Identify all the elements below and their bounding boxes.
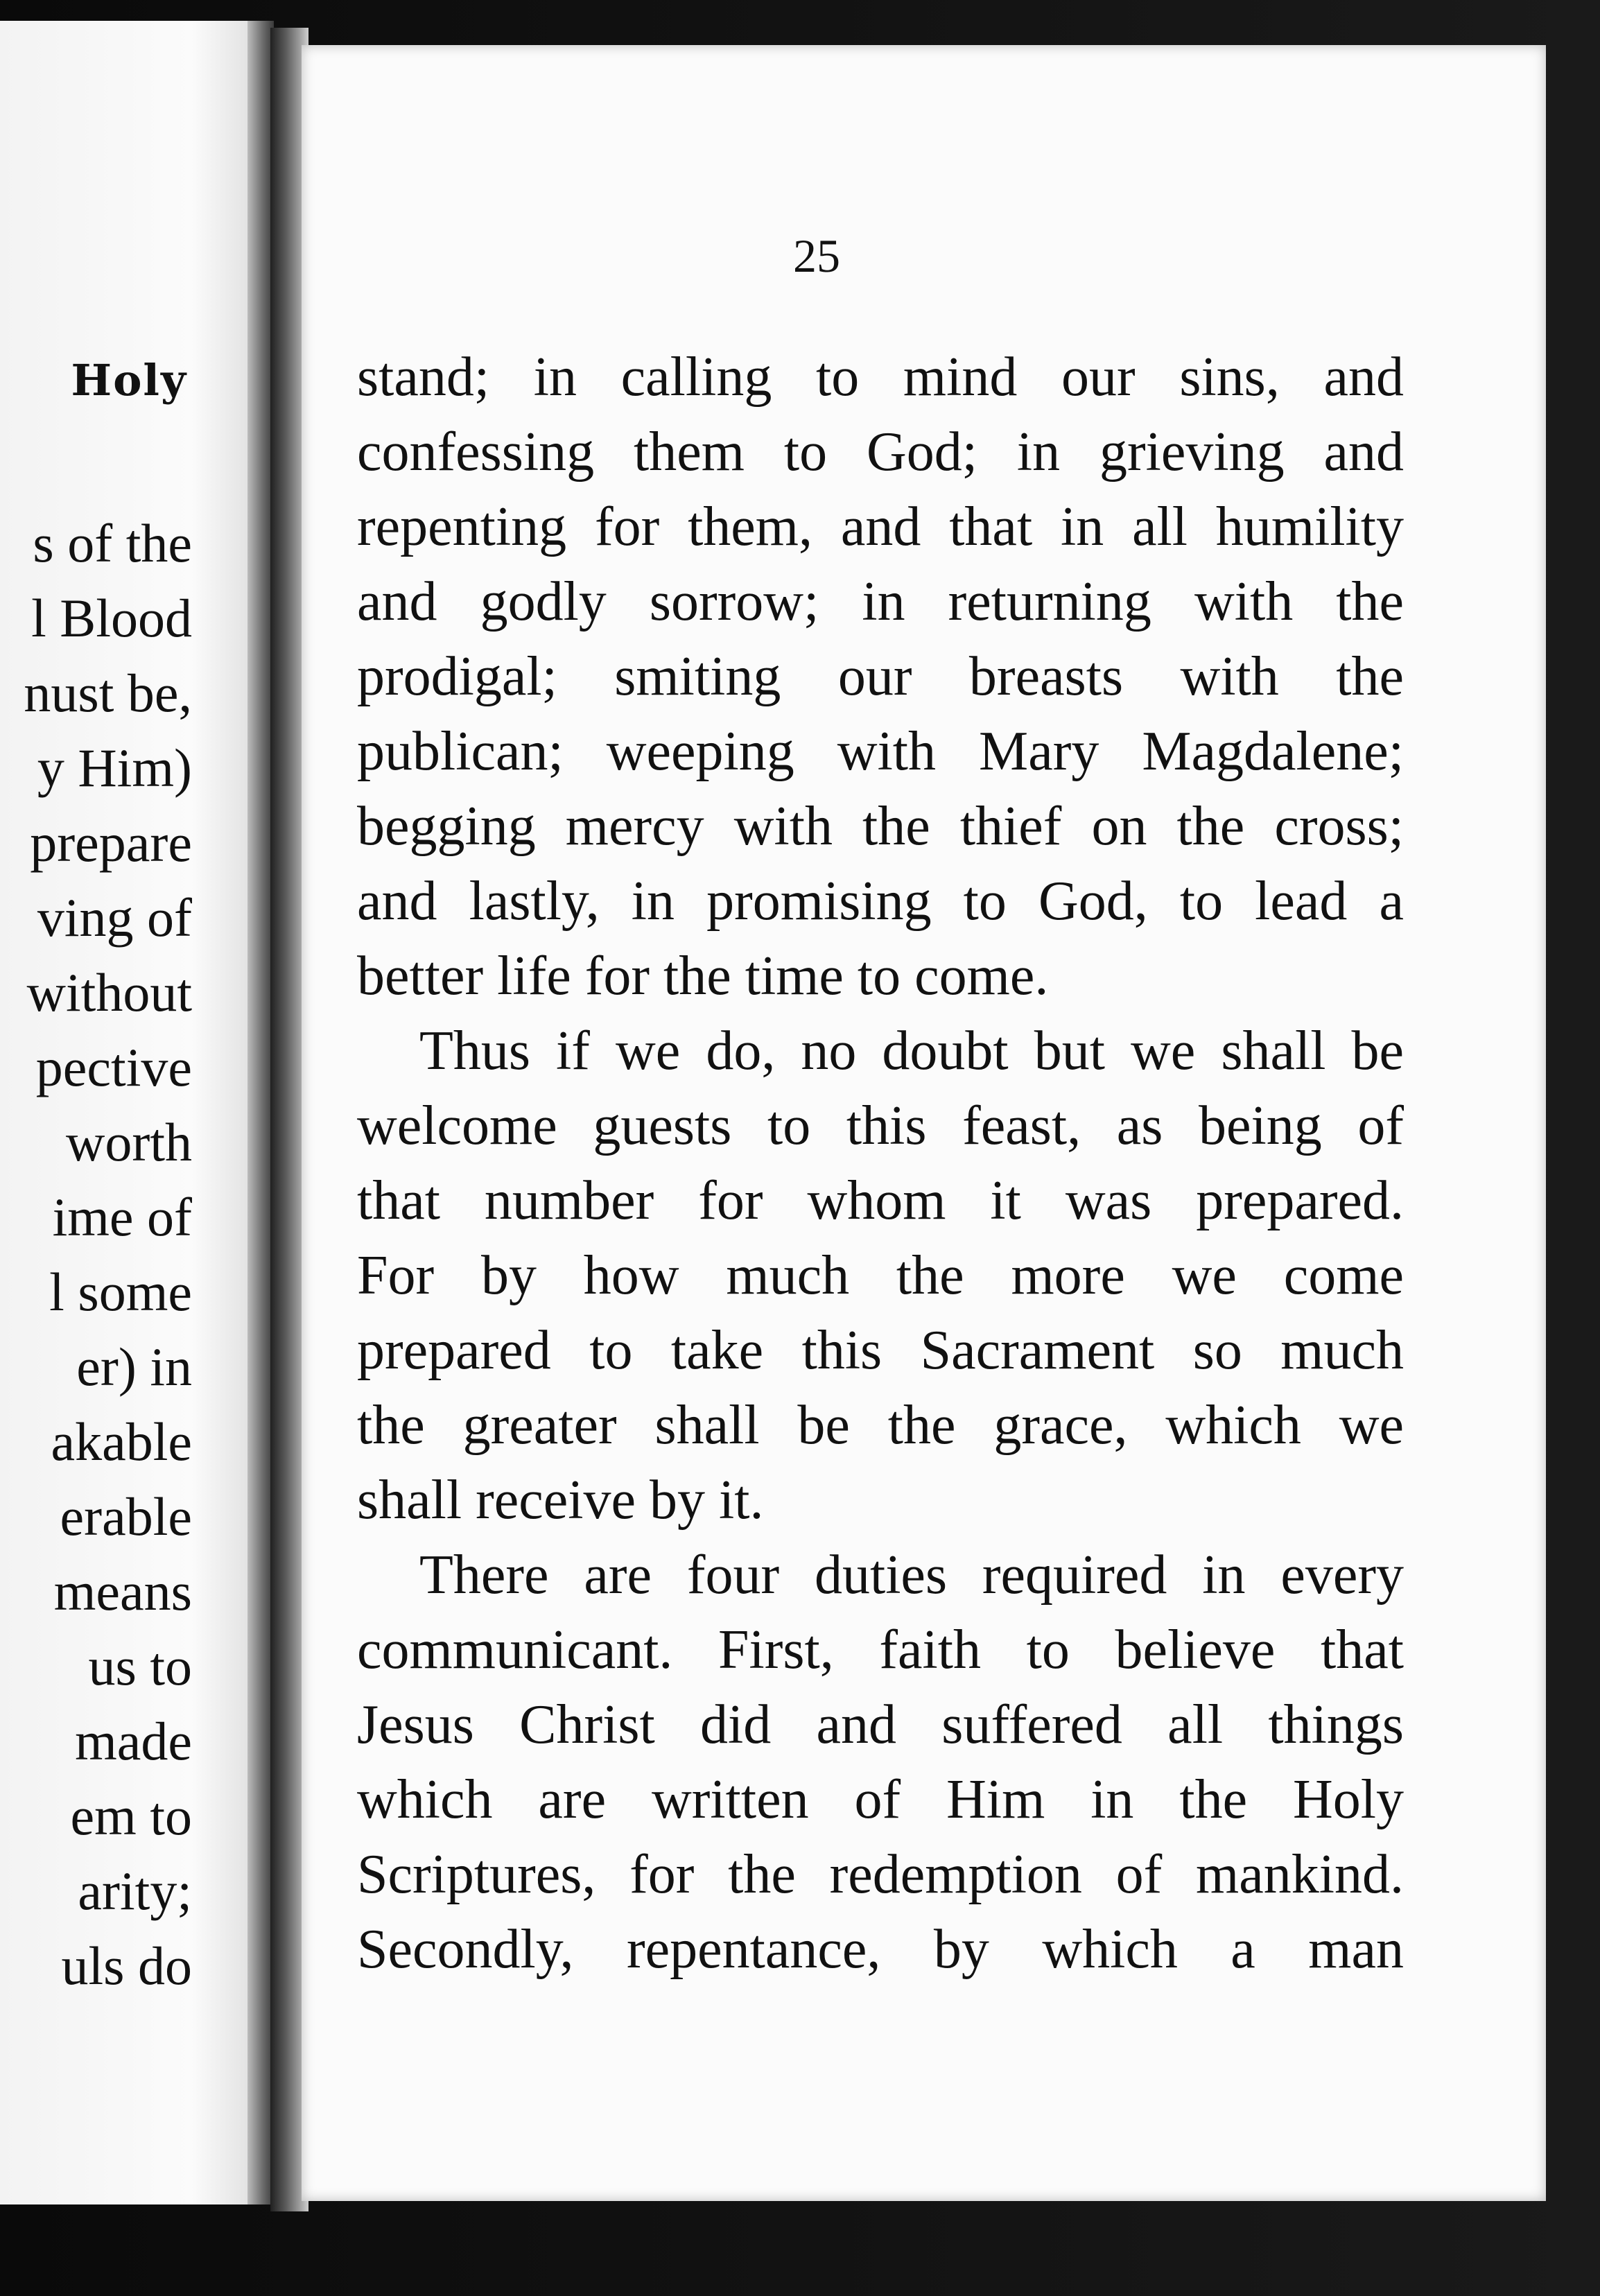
left-page-heading: Holy [71, 355, 187, 406]
left-page-line: uls do [61, 1936, 192, 1996]
page-number: 25 [793, 229, 840, 282]
text-line: shall receive by it. [357, 1470, 764, 1531]
left-page-line: worth [66, 1112, 192, 1172]
left-page-line: without [26, 962, 192, 1023]
left-page-line: nust be, [24, 663, 192, 723]
text-line: begging mercy with the thief on the cross; [357, 796, 1404, 857]
left-page-line: s of the [33, 513, 192, 573]
text-line: and godly sorrow; in returning with the [357, 571, 1404, 632]
page-body-text [357, 340, 1404, 1987]
left-page-line: erable [60, 1486, 192, 1547]
text-line: better life for the time to come. [357, 946, 1049, 1007]
text-line: that number for whom it was prepared. [357, 1170, 1404, 1231]
text-line: There are four duties required in every [419, 1545, 1404, 1606]
text-line: communicant. First, faith to believe that [357, 1619, 1404, 1680]
left-page-line: prepare [30, 812, 192, 873]
text-line: prodigal; smiting our breasts with the [357, 646, 1404, 707]
left-page-line: l some [49, 1262, 192, 1322]
left-page-line: pective [35, 1037, 192, 1097]
text-line: Thus if we do, no doubt but we shall be [419, 1020, 1404, 1081]
text-line: prepared to take this Sacrament so much [357, 1320, 1404, 1381]
left-page-line: us to [88, 1636, 192, 1696]
text-line: Secondly, repentance, by which a man [357, 1919, 1404, 1980]
left-page-text [0, 506, 192, 2003]
left-page-line: em to [70, 1786, 192, 1846]
text-line: which are written of Him in the Holy [357, 1769, 1404, 1830]
text-line: repenting for them, and that in all humility [357, 496, 1404, 557]
text-line: welcome guests to this feast, as being of [357, 1095, 1404, 1156]
text-line: the greater shall be the grace, which we [357, 1395, 1404, 1456]
left-page-line: l Blood [31, 588, 192, 648]
text-line: and lastly, in promising to God, to lead a [357, 871, 1404, 932]
left-page-line: ving of [37, 887, 192, 948]
text-line: Scriptures, for the redemption of mankind. [357, 1844, 1404, 1905]
left-page-line: ime of [52, 1187, 192, 1247]
left-page-line: akable [51, 1411, 192, 1472]
left-page-line: made [75, 1711, 192, 1771]
text-line: Jesus Christ did and suffered all things [357, 1694, 1404, 1755]
left-page-line: arity; [78, 1861, 192, 1921]
text-line: publican; weeping with Mary Magdalene; [357, 721, 1404, 782]
previous-page [0, 21, 274, 2204]
text-line: confessing them to God; in grieving and [357, 421, 1404, 482]
left-page-line: means [53, 1561, 192, 1621]
left-page-line: y Him) [37, 738, 192, 798]
text-line: For by how much the more we come [357, 1245, 1404, 1306]
text-line: stand; in calling to mind our sins, and [357, 347, 1404, 408]
left-page-line: er) in [76, 1337, 192, 1397]
